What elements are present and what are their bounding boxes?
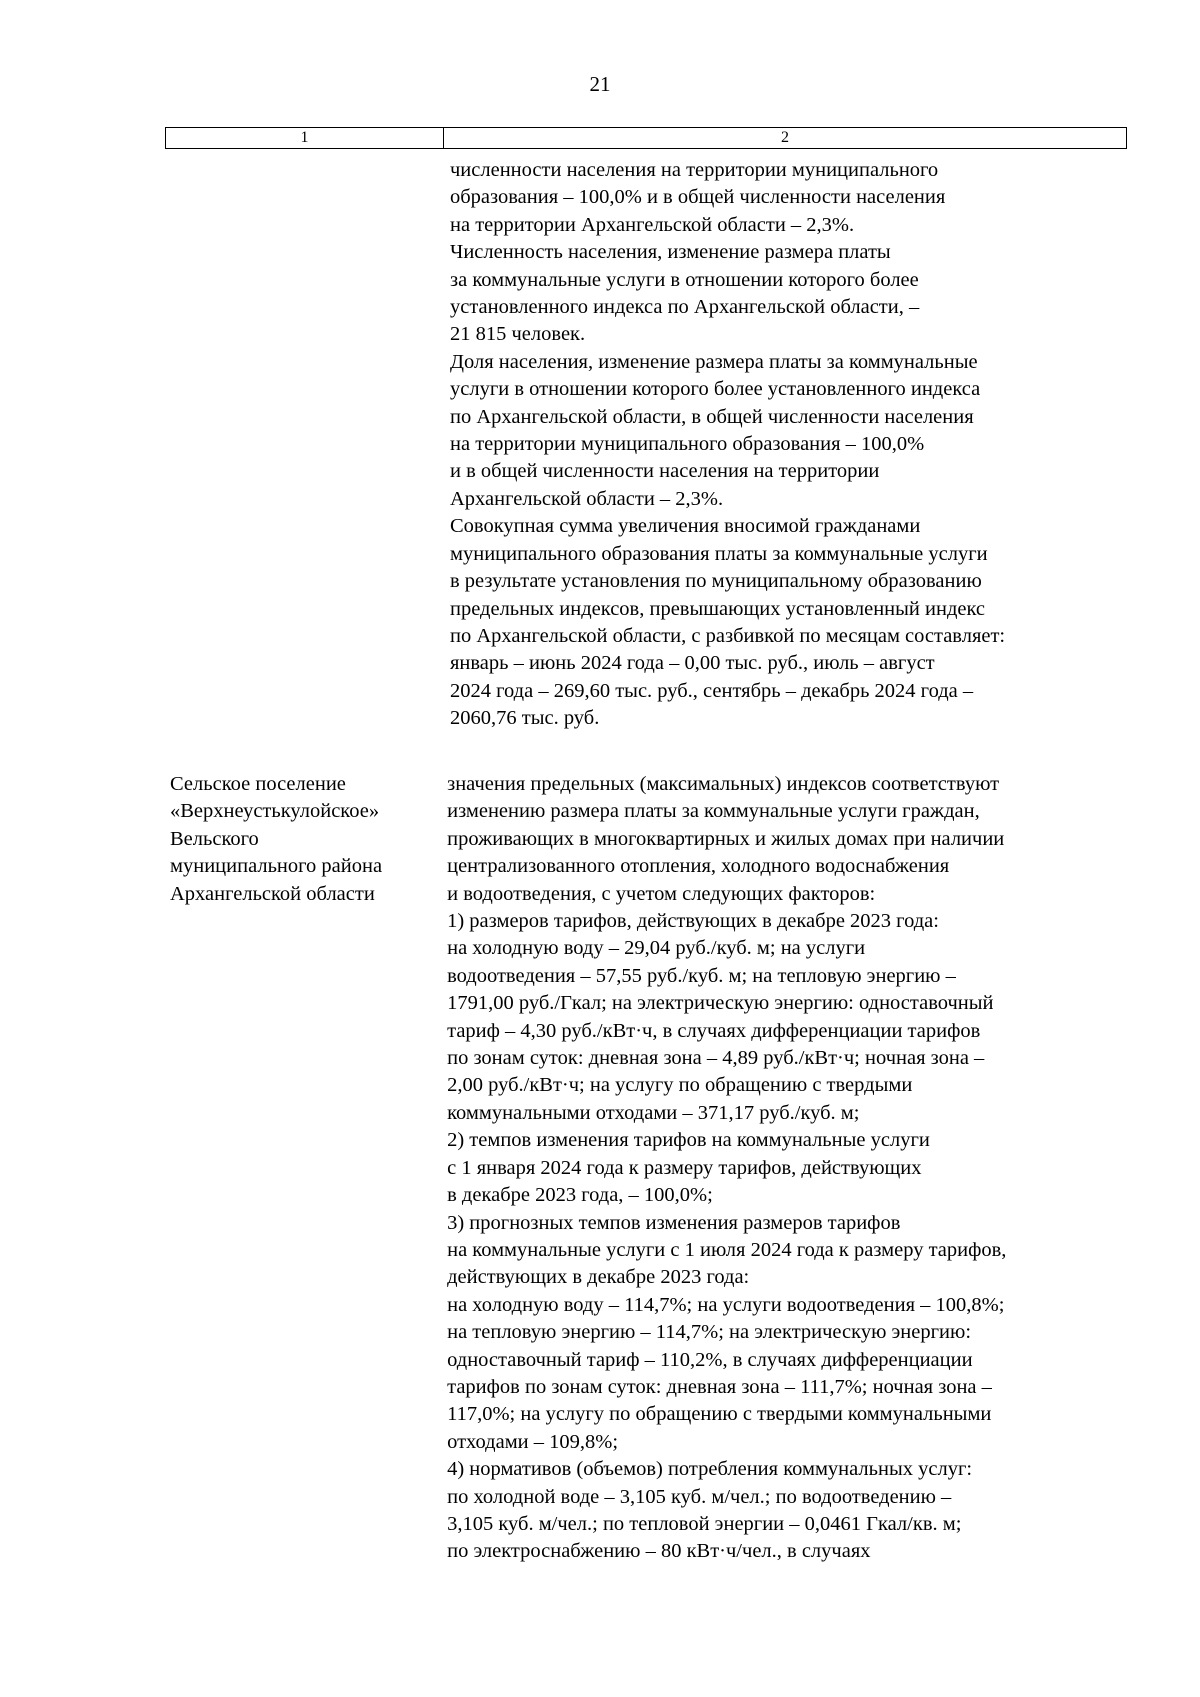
text-line: 21 815 человек. [450,323,586,346]
text-line: 3,105 куб. м/чел.; по тепловой энергии – 0,0461 Гкал/кв. м; [447,1512,962,1535]
text-line: предельных индексов, превышающих установленный индекс [450,597,986,620]
text-line: Сельское поселение [170,773,346,795]
text-line: Численность населения, изменение размера платы [450,241,891,264]
text-line: проживающих в многоквартирных и жилых домах при наличии [447,827,1005,850]
text-line: одноставочный тариф – 110,2%, в случаях дифференциации [447,1348,973,1371]
text-line: отходами – 109,8%; [447,1430,619,1453]
text-line: по Архангельской области, в общей численности населения [450,405,974,428]
text-line: муниципального района [170,855,383,878]
text-line: январь – июнь 2024 года – 0,00 тыс. руб., июль – август [450,652,935,675]
header-column-1: 1 [166,128,444,148]
text-line: водоотведения – 57,55 руб./куб. м; на тепловую энергию – [447,964,956,987]
table-row-continuation [170,157,1130,733]
text-line: 4) нормативов (объемов) потребления коммунальных услуг: [447,1458,973,1481]
text-line: действующих в декабре 2023 года: [447,1266,750,1289]
page-number: 21 [589,72,611,96]
text-line: образования – 100,0% и в общей численности населения [450,186,946,209]
text-line: 117,0%; на услугу по обращению с твердыми коммунальными [447,1403,992,1426]
text-line: за коммунальные услуги в отношении которого более [450,268,919,291]
text-line: тариф – 4,30 руб./кВт·ч, в случаях дифференциации тарифов [447,1019,981,1042]
text-line: по зонам суток: дневная зона – 4,89 руб./кВт·ч; ночная зона – [447,1047,985,1070]
header-column-2: 2 [781,129,789,146]
text-line: Вельского [170,827,259,850]
text-line: 2060,76 тыс. руб. [450,707,600,730]
table-header-row [165,127,1127,149]
text-line: 2024 года – 269,60 тыс. руб., сентябрь – декабрь 2024 года – [450,679,974,702]
text-line: с 1 января 2024 года к размеру тарифов, действующих [447,1156,922,1179]
text-line: и водоотведения, с учетом следующих факторов: [447,882,876,905]
text-line: изменению размера платы за коммунальные услуги граждан, [447,800,980,823]
text-line: на территории муниципального образования – 100,0% [450,433,925,456]
text-line: Архангельской области – 2,3%. [450,487,724,510]
table-row-verkhneustkuloyskoe [170,771,1130,1566]
text-line: централизованного отопления, холодного водоснабжения [447,855,950,878]
text-line: муниципального образования платы за коммунальные услуги [450,542,988,565]
text-line: Доля населения, изменение размера платы за коммунальные [450,350,978,373]
text-line: на тепловую энергию – 114,7%; на электрическую энергию: [447,1321,972,1344]
text-line: на территории Архангельской области – 2,3%. [450,213,855,236]
text-line: по Архангельской области, с разбивкой по месяцам составляет: [450,624,1006,647]
text-line: 1791,00 руб./Гкал; на электрическую энергию: одноставочный [447,992,994,1015]
text-line: на холодную воду – 114,7%; на услуги водоотведения – 100,8%; [447,1293,1005,1316]
text-line: 3) прогнозных темпов изменения размеров тарифов [447,1211,901,1234]
row2-municipality-cell [170,771,447,1566]
text-line: на холодную воду – 29,04 руб./куб. м; на услуги [447,937,866,960]
text-line: и в общей численности населения на территории [450,460,880,483]
text-line: по холодной воде – 3,105 куб. м/чел.; по водоотведению – [447,1485,952,1508]
text-line: услуги в отношении которого более установленного индекса [450,378,981,401]
text-line: на коммунальные услуги с 1 июля 2024 года к размеру тарифов, [447,1238,1007,1261]
text-line: установленного индекса по Архангельской области, – [450,296,920,319]
text-line: коммунальными отходами – 371,17 руб./куб. м; [447,1101,860,1124]
text-line: тарифов по зонам суток: дневная зона – 111,7%; ночная зона – [447,1375,992,1398]
text-line: «Верхнеустькулойское» [170,800,380,823]
text-line: Архангельской области [170,882,375,905]
text-line: значения предельных (максимальных) индексов соответствуют [447,773,1000,795]
text-line: 2) темпов изменения тарифов на коммунальные услуги [447,1129,930,1152]
row1-description-cell [450,157,1130,733]
row2-description-cell [447,771,1130,1566]
text-line: в декабре 2023 года, – 100,0%; [447,1184,713,1207]
text-line: Совокупная сумма увеличения вносимой гражданами [450,515,921,538]
text-line: по электроснабжению – 80 кВт·ч/чел., в случаях [447,1540,871,1563]
text-line: в результате установления по муниципальному образованию [450,570,982,593]
text-line: численности населения на территории муниципального [450,159,939,181]
text-line: 1) размеров тарифов, действующих в декабре 2023 года: [447,910,939,933]
text-line: 2,00 руб./кВт·ч; на услугу по обращению с твердыми [447,1074,913,1097]
